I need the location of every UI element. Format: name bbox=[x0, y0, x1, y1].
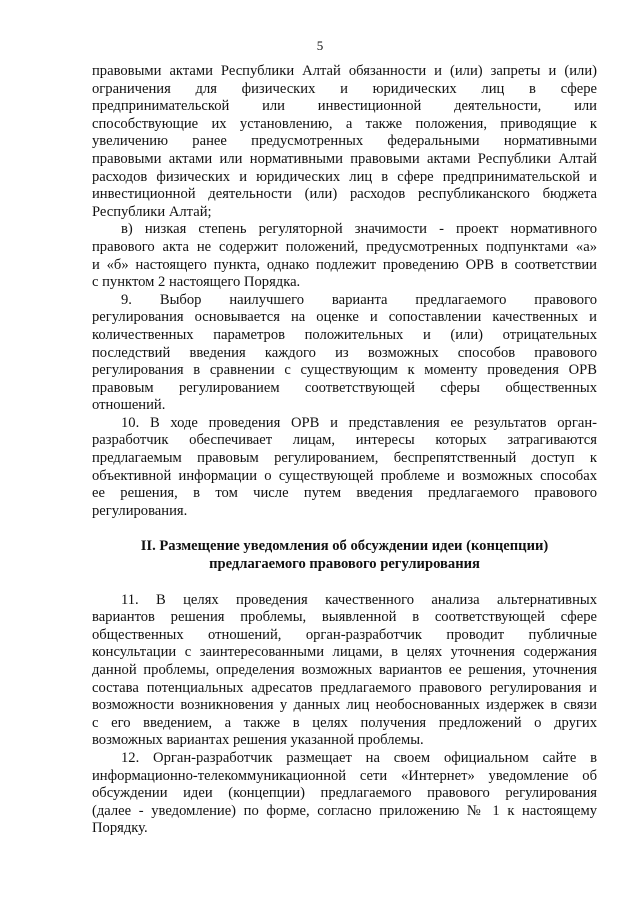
text-line: правовыми актами или нормативными правовыми актами Республики Алтай bbox=[92, 150, 597, 167]
document-body bbox=[92, 63, 597, 838]
text-line: 12. Орган-разработчик размещает на своем официальном сайте в bbox=[121, 749, 597, 766]
text-line: последствий введения каждого из возможных способов правового bbox=[92, 344, 597, 361]
text-line: информационно-телекоммуникационной сети «Интернет» уведомление об bbox=[92, 767, 597, 784]
text-line: регулирования. bbox=[92, 502, 188, 519]
paragraph-item-12 bbox=[92, 750, 597, 838]
paragraph-item-9 bbox=[92, 292, 597, 415]
text-line: данной проблемы, определения возможных вариантов ее решения, уточнения bbox=[92, 662, 597, 678]
text-line: возможных вариантах решения указанной проблемы. bbox=[92, 732, 424, 749]
text-line: предпринимательской или инвестиционной деятельности, или bbox=[92, 98, 597, 115]
text-line: разработчик обеспечивает лицам, интересы которых затрагиваются bbox=[92, 432, 597, 449]
text-line: с его введением, а также в целях получения предложений о других bbox=[92, 714, 597, 731]
text-line: и «б» настоящего пункта, однако подлежит проведению ОРВ в соответствии bbox=[92, 256, 597, 273]
spacer bbox=[92, 520, 597, 538]
text-line: увеличению ранее предусмотренных федеральными нормативными bbox=[92, 133, 597, 150]
text-line: Республики Алтай; bbox=[92, 203, 212, 220]
text-line: объективной информации о существующей проблеме и возможных способах bbox=[92, 467, 597, 484]
text-line: с пунктом 2 настоящего Порядка. bbox=[92, 274, 301, 291]
text-line: 11. В целях проведения качественного анализа альтернативных bbox=[121, 591, 597, 608]
text-line: ограничения для физических и юридических лиц в сфере bbox=[92, 80, 597, 97]
text-line: регулирования основывается на оценке и сопоставлении качественных и bbox=[92, 309, 597, 326]
section-heading bbox=[92, 538, 597, 573]
paragraph-item-v bbox=[92, 221, 597, 291]
text-line: правовым регулированием соответствующей сферы общественных bbox=[92, 379, 597, 396]
paragraph-item-11 bbox=[92, 592, 597, 750]
text-line: (далее - уведомление) по форме, согласно приложению № 1 к настоящему bbox=[92, 802, 597, 819]
text-line: правового акта не содержит положений, предусмотренных подпунктами «а» bbox=[92, 238, 597, 255]
text-line: предлагаемым правовым регулированием, беспрепятственный доступ к bbox=[92, 450, 597, 467]
text-line: инвестиционной деятельности (или) расходов республиканского бюджета bbox=[92, 186, 597, 203]
paragraph-continuation bbox=[92, 63, 597, 221]
text-line: способствующие их установлению, а также положения, приводящие к bbox=[92, 115, 597, 132]
text-line: количественных параметров положительных и (или) отрицательных bbox=[92, 326, 597, 343]
section-heading-line: II. Размещение уведомления об обсуждении идеи (концепции) bbox=[140, 538, 549, 555]
paragraph-item-10 bbox=[92, 415, 597, 521]
text-line: в) низкая степень регуляторной значимости - проект нормативного bbox=[121, 221, 597, 238]
text-line: обсуждении идеи (концепции) предлагаемого правового регулирования bbox=[92, 785, 597, 802]
spacer bbox=[92, 574, 597, 592]
text-line: вариантов решения проблемы, выявленной в соответствующей сфере bbox=[92, 609, 597, 626]
text-line: состава потенциальных адресатов предлагаемого правового регулирования и bbox=[92, 679, 597, 696]
text-line: возможности возникновения у данных лиц необоснованных издержек в связи bbox=[92, 697, 597, 714]
text-line: регулирования в сравнении с существующим к моменту проведения ОРВ bbox=[92, 362, 597, 379]
text-line: 10. В ходе проведения ОРВ и представления ее результатов орган- bbox=[121, 414, 597, 431]
text-line: расходов физических и юридических лиц в сфере предпринимательской и bbox=[92, 168, 597, 185]
section-heading-line: предлагаемого правового регулирования bbox=[209, 556, 480, 573]
text-line: общественных отношений, орган-разработчик проводит публичные bbox=[92, 626, 597, 643]
text-line: правовыми актами Республики Алтай обязанности и (или) запреты и (или) bbox=[92, 63, 597, 79]
text-line: Порядку. bbox=[92, 820, 148, 837]
page-number: 5 bbox=[316, 38, 324, 53]
text-line: отношений. bbox=[92, 397, 166, 414]
text-line: ее решения, в том числе путем введения предлагаемого правового bbox=[92, 485, 597, 502]
text-line: консультации с заинтересованными лицами, в целях уточнения содержания bbox=[92, 644, 597, 661]
text-line: 9. Выбор наилучшего варианта предлагаемого правового bbox=[121, 291, 597, 308]
